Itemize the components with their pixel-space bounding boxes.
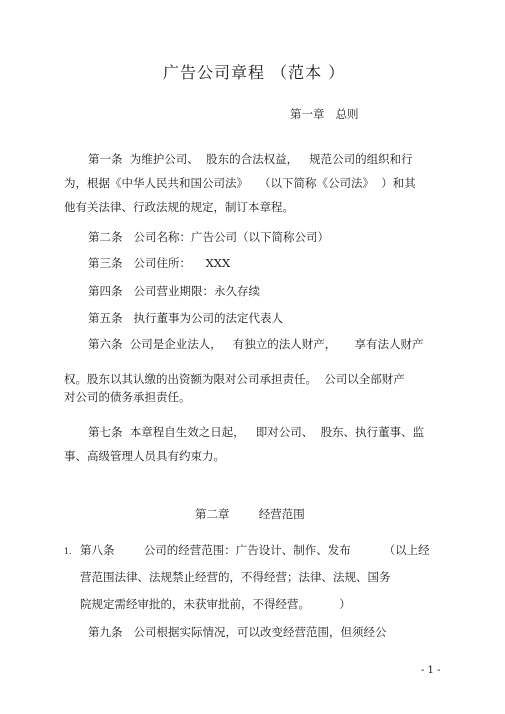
article-4: 第四条 公司营业期限：永久存续 xyxy=(88,284,260,298)
article-5: 第五条 执行董事为公司的法定代表人 xyxy=(88,311,283,325)
article-3: 第三条 公司住所： XXX xyxy=(88,256,231,270)
article-1-line-1: 第一条 为维护公司、 股东的合法权益， 规范公司的组织和行 xyxy=(88,152,413,166)
article-7-line-1: 第七条 本章程自生效之日起， 即对公司、 股东、执行董事、监 xyxy=(88,425,425,439)
article-6-line-1: 第六条 公司是企业法人， 有独立的法人财产， 享有法人财产 xyxy=(88,337,424,351)
article-8-line-2: 营范围法律、法规禁止经营的，不得经营；法律、法规、国务 xyxy=(80,570,391,584)
article-9-line-1: 第九条 公司根据实际情况，可以改变经营范围，但须经公 xyxy=(88,625,387,639)
chapter-2-heading: 第二章 经营范围 xyxy=(195,507,305,521)
article-6-line-2: 权。股东以其认缴的出资额为限对公司承担责任。 公司以全部财产 xyxy=(64,372,405,386)
list-marker: 1. xyxy=(64,547,72,556)
article-7-line-2: 事、高级管理人员具有约束力。 xyxy=(64,449,225,463)
document-title: 广告公司章程 （范本 ） xyxy=(163,63,346,82)
article-1-line-2: 为，根据《中华人民共和国公司法》 （以下简称《公司法》 ）和其 xyxy=(64,176,416,190)
article-8-line-3: 院规定需经审批的，未获审批前，不得经营。 ） xyxy=(80,597,351,611)
article-6-line-3: 对公司的债务承担责任。 xyxy=(64,390,191,404)
article-8-line-1: 第八条 公司的经营范围：广告设计、制作、发布 （以上经 xyxy=(80,543,430,557)
page-number: - 1 - xyxy=(421,665,441,676)
article-1-line-3: 他有关法律、行政法规的规定，制订本章程。 xyxy=(64,200,294,214)
article-2: 第二条 公司名称：广告公司（以下简称公司） xyxy=(88,230,329,244)
chapter-1-heading: 第一章 总则 xyxy=(290,107,359,121)
